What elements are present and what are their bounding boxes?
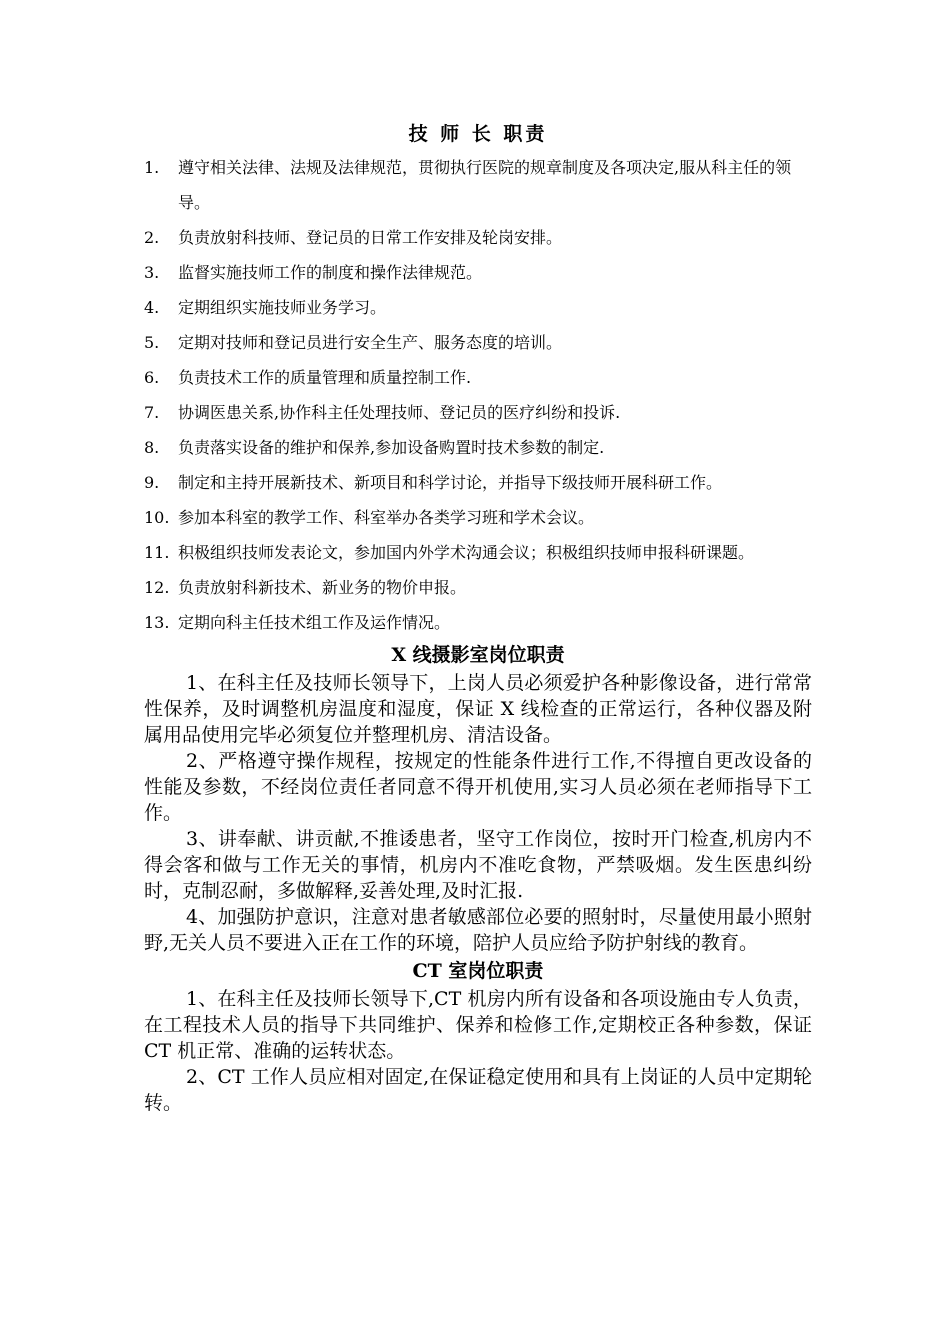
item-number: 13. xyxy=(144,613,170,632)
item-number: 8. xyxy=(144,438,160,457)
item-number: 5. xyxy=(144,333,160,352)
item-text: 遵守相关法律、法规及法律规范，贯彻执行医院的规章制度及各项决定,服从科主任的领导。 xyxy=(178,158,792,212)
item-number: 12. xyxy=(144,578,170,597)
paragraph: 1、在科主任及技师长领导下,CT 机房内所有设备和各项设施由专人负责，在工程技术人员的指导下共同维护、保养和检修工作,定期校正各种参数，保证 CT 机正常、准确的运转状态。 xyxy=(144,988,812,1062)
item-text: 负责放射科新技术、新业务的物价申报。 xyxy=(178,578,467,597)
item-number: 3. xyxy=(144,263,160,282)
item-number: 9. xyxy=(144,473,160,492)
paragraph: 1、在科主任及技师长领导下，上岗人员必须爱护各种影像设备，进行常常性保养，及时调整机房温度和湿度，保证 X 线检查的正常运行，各种仪器及附属用品使用完毕必须复位并整理机房、清洁设备。 xyxy=(144,672,812,746)
item-text: 定期对技师和登记员进行安全生产、服务态度的培训。 xyxy=(178,333,563,352)
item-number: 11. xyxy=(144,543,170,562)
item-text: 定期向科主任技术组工作及运作情况。 xyxy=(178,613,451,632)
item-number: 7. xyxy=(144,403,160,422)
section-title-chief-technician: 技 师 长 职责 xyxy=(408,123,548,145)
list-item xyxy=(144,290,812,325)
list-item xyxy=(144,255,812,290)
item-text: 负责落实设备的维护和保养,参加设备购置时技术参数的制定. xyxy=(178,438,605,457)
paragraph: 2、CT 工作人员应相对固定,在保证稳定使用和具有上岗证的人员中定期轮转。 xyxy=(144,1066,812,1114)
document-page xyxy=(144,118,812,1116)
item-text: 监督实施技师工作的制度和操作法律规范。 xyxy=(178,263,483,282)
item-text: 负责放射科技师、登记员的日常工作安排及轮岗安排。 xyxy=(178,228,563,247)
list-item xyxy=(144,360,812,395)
item-text: 积极组织技师发表论文，参加国内外学术沟通会议；积极组织技师申报科研课题。 xyxy=(178,543,755,562)
list-item xyxy=(144,150,812,220)
list-item xyxy=(144,500,812,535)
section-title-xray-room: X 线摄影室岗位职责 xyxy=(391,644,565,666)
item-text: 协调医患关系,协作科主任处理技师、登记员的医疗纠纷和投诉. xyxy=(178,403,621,422)
paragraph: 2、严格遵守操作规程，按规定的性能条件进行工作,不得擅自更改设备的性能及参数，不经岗位责任者同意不得开机使用,实习人员必须在老师指导下工作。 xyxy=(144,750,812,824)
item-text: 制定和主持开展新技术、新项目和科学讨论，并指导下级技师开展科研工作。 xyxy=(178,473,723,492)
item-text: 定期组织实施技师业务学习。 xyxy=(178,298,387,317)
item-text: 参加本科室的教学工作、科室举办各类学习班和学术会议。 xyxy=(178,508,595,527)
list-item xyxy=(144,220,812,255)
list-item xyxy=(144,605,812,640)
list-item xyxy=(144,465,812,500)
duty-list xyxy=(144,150,812,640)
list-item xyxy=(144,430,812,465)
item-number: 1. xyxy=(144,158,160,177)
item-number: 2. xyxy=(144,228,160,247)
item-text: 负责技术工作的质量管理和质量控制工作. xyxy=(178,368,472,387)
list-item xyxy=(144,325,812,360)
list-item xyxy=(144,395,812,430)
list-item xyxy=(144,570,812,605)
item-number: 4. xyxy=(144,298,160,317)
list-item xyxy=(144,535,812,570)
paragraph: 4、加强防护意识，注意对患者敏感部位必要的照射时，尽量使用最小照射野,无关人员不要进入正在工作的环境，陪护人员应给予防护射线的教育。 xyxy=(144,906,812,954)
section-title-ct-room: CT 室岗位职责 xyxy=(412,960,544,982)
item-number: 6. xyxy=(144,368,160,387)
paragraph: 3、讲奉献、讲贡献,不推诿患者，坚守工作岗位，按时开门检查,机房内不得会客和做与工作无关的事情，机房内不准吃食物，严禁吸烟。发生医患纠纷时，克制忍耐，多做解释,妥善处理,及时汇报. xyxy=(144,828,812,902)
item-number: 10. xyxy=(144,508,170,527)
